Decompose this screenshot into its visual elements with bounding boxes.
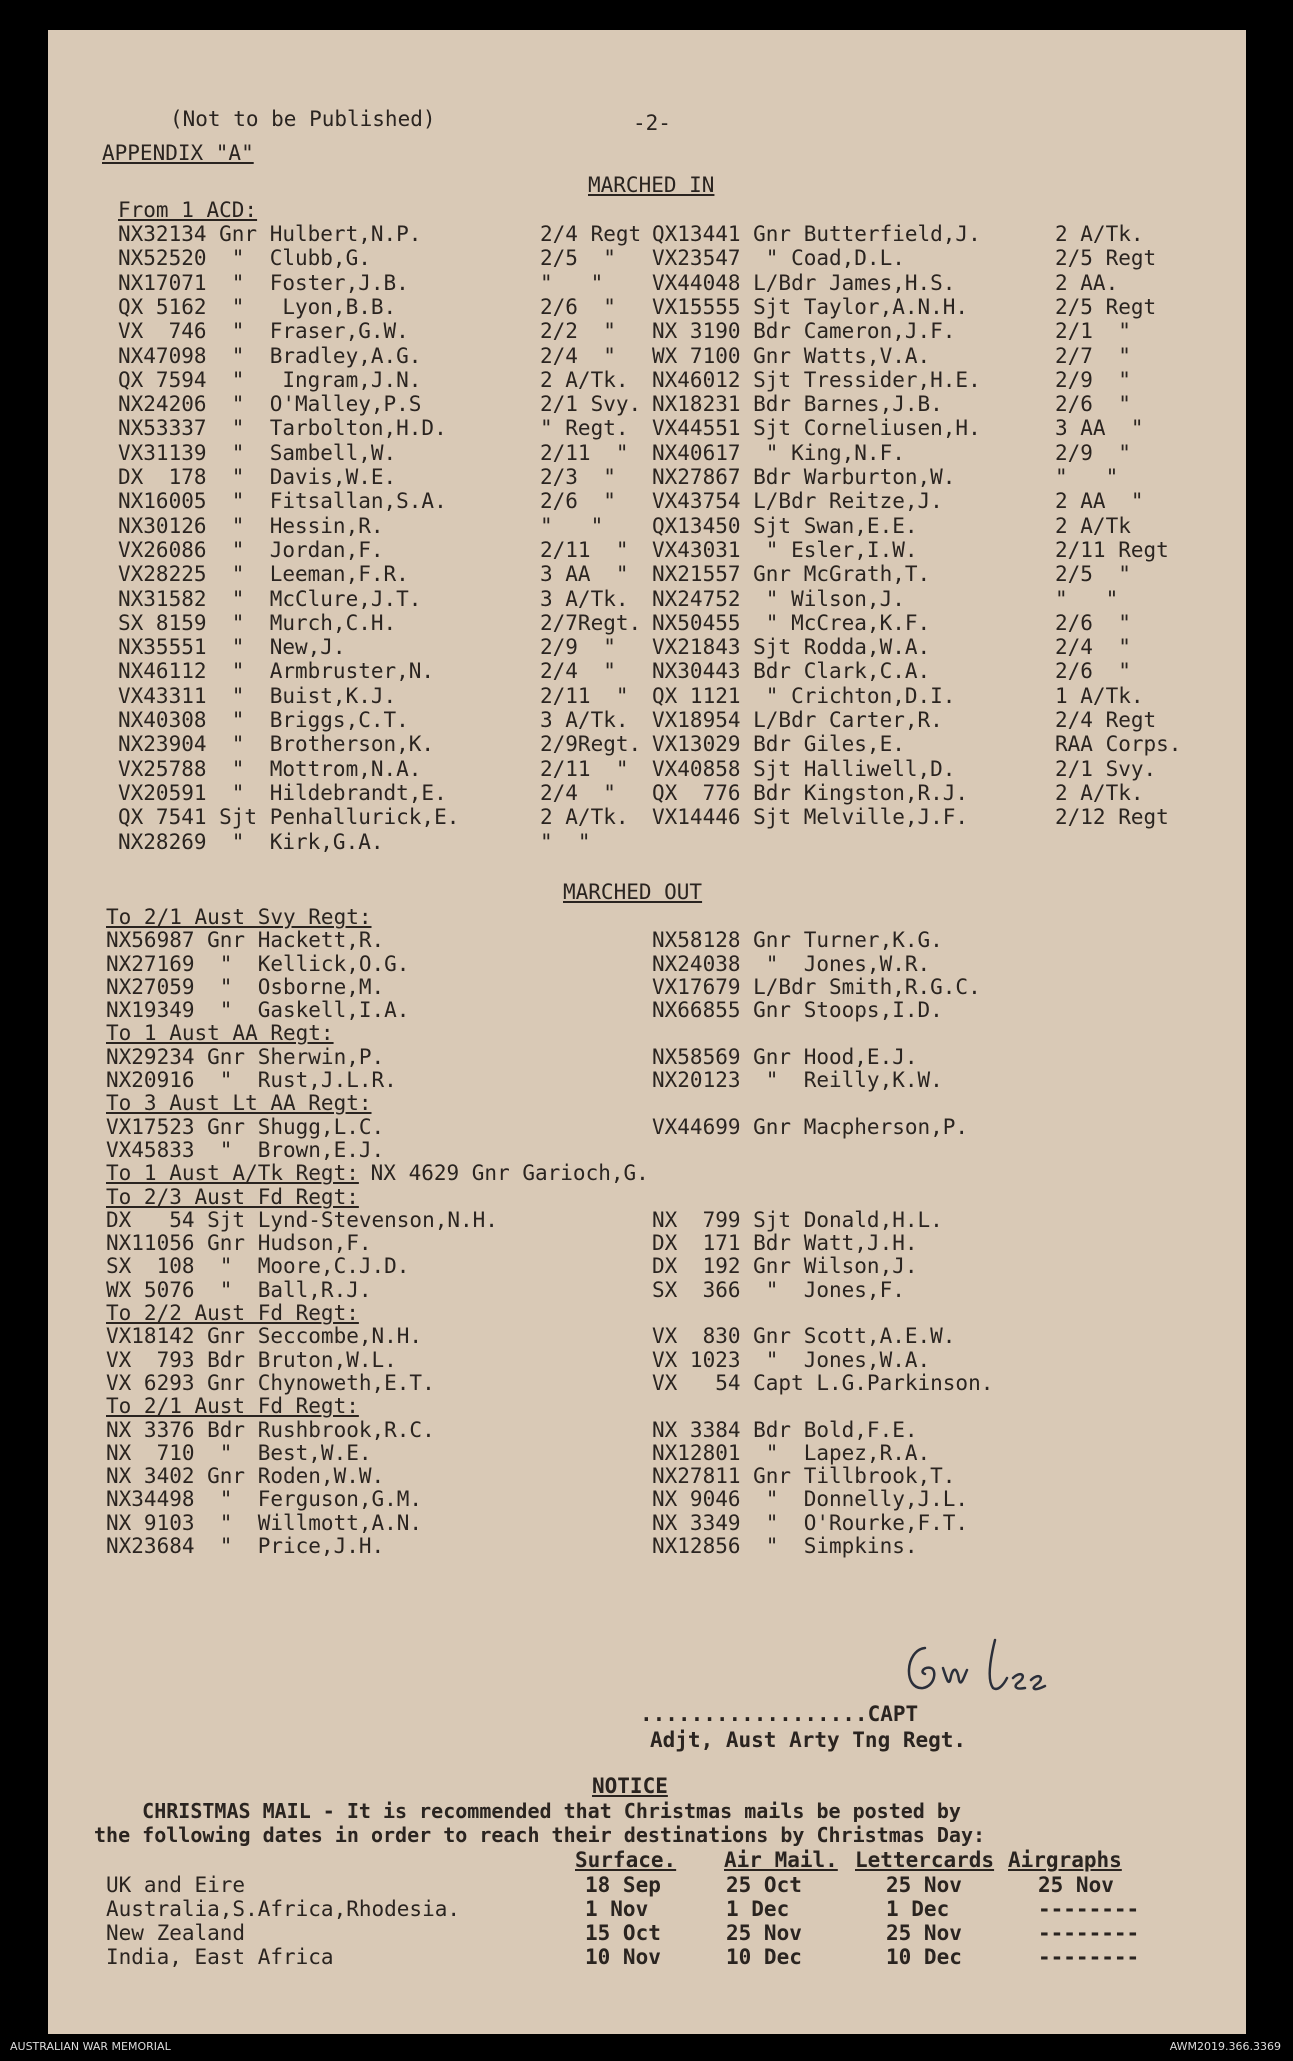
marched-out-left-entry: DX 54 Sjt Lynd-Stevenson,N.H. [106,1208,498,1232]
marched-out-right-entry: NX 9046 " Donnelly,J.L. [652,1487,969,1511]
marched-in-right-unit: 2 AA. [1055,271,1119,295]
marched-in-left-entry: VX28225 " Leeman,F.R. [118,562,409,586]
marched-out-left-entry: NX29234 Gnr Sherwin,P. [106,1045,385,1069]
marched-out-group-title: To 1 Aust AA Regt: [106,1021,334,1045]
marched-in-left-entry: VX 746 " Fraser,G.W. [118,319,409,343]
marched-out-right-entry: VX 54 Capt L.G.Parkinson. [652,1371,994,1395]
marched-out-right-entry: NX 3384 Bdr Bold,F.E. [652,1418,918,1442]
marched-in-left-unit: 2/11 " [540,441,629,465]
marched-in-right-unit: 1 A/Tk. [1055,684,1144,708]
marched-in-right-unit: 2/6 " [1055,659,1131,683]
marched-out-left-entry: NX27169 " Kellick,O.G. [106,952,410,976]
marched-out-left-entry: NX56987 Gnr Hackett,R. [106,928,385,952]
col-airgraphs: Airgraphs [1008,1848,1122,1872]
marched-out-group-title: To 2/2 Aust Fd Regt: [106,1301,359,1325]
footer-right: AWM2019.366.3369 [1169,2040,1281,2053]
marched-in-left-unit: 3 A/Tk. [540,708,629,732]
marched-out-right-entry: NX12801 " Lapez,R.A. [652,1441,931,1465]
marched-in-right-entry: QX13450 Sjt Swan,E.E. [652,514,918,538]
marched-out-left-entry: VX 793 Bdr Bruton,W.L. [106,1348,397,1372]
marched-out-right-entry: NX58569 Gnr Hood,E.J. [652,1045,918,1069]
marched-out-group-title: To 3 Aust Lt AA Regt: [106,1091,372,1115]
marched-in-right-unit: 2/5 " [1055,562,1131,586]
marched-in-right-entry: QX 1121 " Crichton,D.I. [652,684,956,708]
marched-in-right-unit: 2/9 " [1055,368,1131,392]
marched-in-right-entry: WX 7100 Gnr Watts,V.A. [652,344,931,368]
marched-out-left-entry: VX 6293 Gnr Chynoweth,E.T. [106,1371,435,1395]
marched-in-right-unit: 2/4 Regt [1055,708,1157,732]
marched-in-left-unit: 2/4 " [540,781,616,805]
marched-in-left-entry: NX32134 Gnr Hulbert,N.P. [118,222,422,246]
marched-out-right-entry: NX20123 " Reilly,K.W. [652,1068,943,1092]
marched-in-left-unit: 2/1 Svy. [540,392,642,416]
marched-in-left-unit: 3 A/Tk. [540,587,629,611]
marched-in-left-unit: 2/11 " [540,684,629,708]
marched-in-left-entry: NX17071 " Foster,J.B. [118,271,409,295]
marched-out-heading: MARCHED OUT [563,880,703,904]
marched-out-right-entry: DX 192 Gnr Wilson,J. [652,1254,918,1278]
marched-out-right-entry: NX12856 " Simpkins. [652,1534,918,1558]
marched-out-group-title: To 2/1 Aust Fd Regt: [106,1394,359,1418]
col-surface: Surface. [575,1848,677,1872]
marched-in-right-unit: 2 A/Tk [1055,514,1131,538]
marched-out-group-title: To 1 Aust A/Tk Regt: [106,1161,359,1185]
notice-line-1: CHRISTMAS MAIL - It is recommended that Christmas mails be posted by [94,1799,961,1823]
marched-in-right-entry: NX30443 Bdr Clark,C.A. [652,659,931,683]
marched-in-right-unit: 2/6 " [1055,392,1131,416]
marched-in-left-entry: DX 178 " Davis,W.E. [118,465,397,489]
marched-in-left-entry: QX 5162 " Lyon,B.B. [118,295,397,319]
marched-in-right-entry: NX27867 Bdr Warburton,W. [652,465,956,489]
marched-in-left-unit: 2/5 " [540,246,616,270]
marched-out-left-entry: NX 710 " Best,W.E. [106,1441,372,1465]
marched-in-left-unit: 2/11 " [540,757,629,781]
marched-in-right-unit: " " [1055,587,1119,611]
marched-in-left-unit: " " [540,271,604,295]
col-lettercards: Lettercards [855,1848,995,1872]
marched-out-left-entry: NX 9103 " Willmott,A.N. [106,1511,423,1535]
marched-in-left-unit: 2/6 " [540,489,616,513]
marched-out-left-entry: NX 3376 Bdr Rushbrook,R.C. [106,1418,435,1442]
marched-in-right-unit: 2/5 Regt [1055,246,1157,270]
marched-out-left-entry: WX 5076 " Ball,R.J. [106,1278,372,1302]
marched-out-left-entry: VX45833 " Brown,E.J. [106,1138,385,1162]
marched-in-right-unit: 2 AA " [1055,489,1144,513]
marched-in-left-unit: 2/9Regt. [540,732,642,756]
marched-out-right-entry: NX 799 Sjt Donald,H.L. [652,1208,943,1232]
marched-in-left-unit: 2 A/Tk. [540,805,629,829]
marched-out-right-entry: NX24038 " Jones,W.R. [652,952,931,976]
mail-lettercard-date: 10 Dec [886,1945,962,1969]
marched-out-left-entry: NX27059 " Osborne,M. [106,975,385,999]
marched-in-right-unit: 2/7 " [1055,344,1131,368]
footer-left: AUSTRALIAN WAR MEMORIAL [10,2040,171,2053]
mail-surface-date: 1 Nov [585,1897,649,1921]
page-number: -2- [633,111,671,135]
marched-in-right-unit: 2/12 Regt [1055,805,1169,829]
mail-lettercard-date: 25 Nov [886,1873,962,1897]
marched-in-left-unit: 2 A/Tk. [540,368,629,392]
marched-out-group-entry: NX 4629 Gnr Garioch,G. [358,1161,649,1185]
marched-in-right-entry: VX40858 Sjt Halliwell,D. [652,757,956,781]
marched-in-left-entry: NX16005 " Fitsallan,S.A. [118,489,447,513]
marched-in-right-entry: VX15555 Sjt Taylor,A.N.H. [652,295,969,319]
marched-out-right-entry: NX66855 Gnr Stoops,I.D. [652,998,943,1022]
marched-in-left-unit: 2/6 " [540,295,616,319]
signature-dots: ..................CAPT [640,1702,919,1726]
marched-out-right-entry: VX44699 Gnr Macpherson,P. [652,1115,969,1139]
marched-out-right-entry: VX 830 Gnr Scott,A.E.W. [652,1324,956,1348]
marched-in-right-entry: VX14446 Sjt Melville,J.F. [652,805,969,829]
marched-out-left-entry: NX34498 " Ferguson,G.M. [106,1487,423,1511]
marched-in-right-unit: 2/1 " [1055,319,1131,343]
mail-airgraph-date: -------- [1038,1945,1140,1969]
marched-in-right-entry: NX50455 " McCrea,K.F. [652,611,931,635]
marched-in-left-unit: " " [540,830,591,854]
marched-in-right-entry: QX 776 Bdr Kingston,R.J. [652,781,969,805]
marched-in-right-entry: VX18954 L/Bdr Carter,R. [652,708,943,732]
marched-in-left-entry: NX40308 " Briggs,C.T. [118,708,409,732]
mail-airgraph-date: -------- [1038,1897,1140,1921]
mail-destination: India, East Africa [106,1945,334,1969]
marched-in-left-entry: NX28269 " Kirk,G.A. [118,830,384,854]
marched-out-left-entry: VX18142 Gnr Seccombe,N.H. [106,1324,423,1348]
marched-in-left-entry: NX23904 " Brotherson,K. [118,732,435,756]
marched-in-left-entry: NX30126 " Hessin,R. [118,514,384,538]
marched-in-right-unit: 2 A/Tk. [1055,781,1144,805]
marched-in-left-entry: VX43311 " Buist,K.J. [118,684,397,708]
marched-in-left-entry: NX47098 " Bradley,A.G. [118,344,422,368]
marched-out-left-entry: NX11056 Gnr Hudson,F. [106,1231,372,1255]
mail-airgraph-date: 25 Nov [1038,1873,1114,1897]
marched-in-right-entry: VX23547 " Coad,D.L. [652,246,905,270]
mail-surface-date: 10 Nov [585,1945,661,1969]
mail-airgraph-date: -------- [1038,1921,1140,1945]
marched-in-right-entry: VX43754 L/Bdr Reitze,J. [652,489,943,513]
marched-in-right-unit: " " [1055,465,1119,489]
mail-airmail-date: 1 Dec [726,1897,790,1921]
marched-in-right-entry: VX13029 Bdr Giles,E. [652,732,905,756]
notice-line-2: the following dates in order to reach their destinations by Christmas Day: [94,1823,986,1847]
marched-in-right-unit: 2/1 Svy. [1055,757,1157,781]
appendix-title: APPENDIX "A" [102,141,254,165]
marched-in-heading: MARCHED IN [588,173,715,197]
marched-out-group-title: To 2/3 Aust Fd Regt: [106,1185,359,1209]
marched-in-right-unit: 2/9 " [1055,441,1131,465]
mail-destination: Australia,S.Africa,Rhodesia. [106,1897,461,1921]
marched-in-left-entry: VX20591 " Hildebrandt,E. [118,781,447,805]
marched-in-left-entry: VX25788 " Mottrom,N.A. [118,757,422,781]
marched-in-left-unit: 2/4 Regt [540,222,642,246]
col-air-mail: Air Mail. [724,1848,838,1872]
marched-in-right-entry: NX46012 Sjt Tressider,H.E. [652,368,981,392]
marched-in-left-entry: VX26086 " Jordan,F. [118,538,384,562]
marched-in-right-entry: VX43031 " Esler,I.W. [652,538,918,562]
marched-out-right-entry: NX27811 Gnr Tillbrook,T. [652,1464,956,1488]
signature [895,1630,1095,1710]
marched-in-right-unit: 2/4 " [1055,635,1131,659]
marched-in-left-unit: " Regt. [540,416,629,440]
marched-in-right-entry: NX18231 Bdr Barnes,J.B. [652,392,943,416]
marched-in-left-entry: NX52520 " Clubb,G. [118,246,371,270]
mail-destination: New Zealand [106,1921,246,1945]
not-published-note: (Not to be Published) [170,107,436,131]
mail-lettercard-date: 25 Nov [886,1921,962,1945]
mail-airmail-date: 10 Dec [726,1945,802,1969]
mail-destination: UK and Eire [106,1873,246,1897]
marched-out-right-entry: VX 1023 " Jones,W.A. [652,1348,931,1372]
mail-surface-date: 18 Sep [585,1873,661,1897]
marched-in-left-entry: SX 8159 " Murch,C.H. [118,611,397,635]
marched-in-right-entry: NX24752 " Wilson,J. [652,587,905,611]
marched-out-right-entry: NX 3349 " O'Rourke,F.T. [652,1511,969,1535]
marched-in-right-unit: 2 A/Tk. [1055,222,1144,246]
marched-in-right-entry: VX44551 Sjt Corneliusen,H. [652,416,981,440]
mail-lettercard-date: 1 Dec [886,1897,950,1921]
marched-in-right-entry: NX21557 Gnr McGrath,T. [652,562,931,586]
marched-out-right-entry: VX17679 L/Bdr Smith,R.G.C. [652,975,981,999]
marched-in-right-unit: 2/5 Regt [1055,295,1157,319]
marched-in-left-entry: NX31582 " McClure,J.T. [118,587,422,611]
marched-in-right-unit: 2/6 " [1055,611,1131,635]
marched-out-left-entry: SX 108 " Moore,C.J.D. [106,1254,410,1278]
marched-out-right-entry: NX58128 Gnr Turner,K.G. [652,928,943,952]
notice-heading: NOTICE [592,1774,668,1798]
marched-in-right-unit: 3 AA " [1055,416,1144,440]
marched-in-left-unit: 2/4 " [540,659,616,683]
marched-in-left-entry: NX46112 " Armbruster,N. [118,659,435,683]
marched-in-left-unit: 2/4 " [540,344,616,368]
marched-in-right-entry: VX44048 L/Bdr James,H.S. [652,271,956,295]
marched-in-left-entry: NX53337 " Tarbolton,H.D. [118,416,447,440]
marched-in-left-entry: NX24206 " O'Malley,P.S [118,392,422,416]
marched-out-right-entry: DX 171 Bdr Watt,J.H. [652,1231,918,1255]
marched-in-left-unit: 2/11 " [540,538,629,562]
marched-in-left-entry: NX35551 " New,J. [118,635,346,659]
marched-in-right-unit: RAA Corps. [1055,732,1182,756]
marched-in-right-entry: QX13441 Gnr Butterfield,J. [652,222,981,246]
mail-airmail-date: 25 Oct [726,1873,802,1897]
marched-in-right-entry: VX21843 Sjt Rodda,W.A. [652,635,931,659]
mail-surface-date: 15 Oct [585,1921,661,1945]
marched-out-group-title: To 2/1 Aust Svy Regt: [106,905,372,929]
marched-in-left-unit: 2/7Regt. [540,611,642,635]
marched-in-left-unit: 2/9 " [540,635,616,659]
marched-in-left-unit: 3 AA " [540,562,629,586]
marched-out-left-entry: NX 3402 Gnr Roden,W.W. [106,1464,385,1488]
marched-out-left-entry: NX19349 " Gaskell,I.A. [106,998,410,1022]
marched-in-left-entry: QX 7594 " Ingram,J.N. [118,368,422,392]
marched-out-right-entry: SX 366 " Jones,F. [652,1278,905,1302]
marched-in-right-entry: NX 3190 Bdr Cameron,J.F. [652,319,956,343]
marched-in-right-entry: NX40617 " King,N.F. [652,441,905,465]
marched-in-left-entry: VX31139 " Sambell,W. [118,441,397,465]
marched-in-left-unit: " " [540,514,604,538]
mail-airmail-date: 25 Nov [726,1921,802,1945]
marched-in-subheading: From 1 ACD: [118,198,258,222]
marched-in-left-unit: 2/2 " [540,319,616,343]
marched-out-left-entry: NX20916 " Rust,J.L.R. [106,1068,397,1092]
marched-in-right-unit: 2/11 Regt [1055,538,1169,562]
signature-title: Adjt, Aust Arty Tng Regt. [650,1728,967,1752]
marched-in-left-entry: QX 7541 Sjt Penhallurick,E. [118,805,460,829]
marched-out-left-entry: NX23684 " Price,J.H. [106,1534,385,1558]
marched-in-left-unit: 2/3 " [540,465,616,489]
marched-out-left-entry: VX17523 Gnr Shugg,L.C. [106,1115,385,1139]
